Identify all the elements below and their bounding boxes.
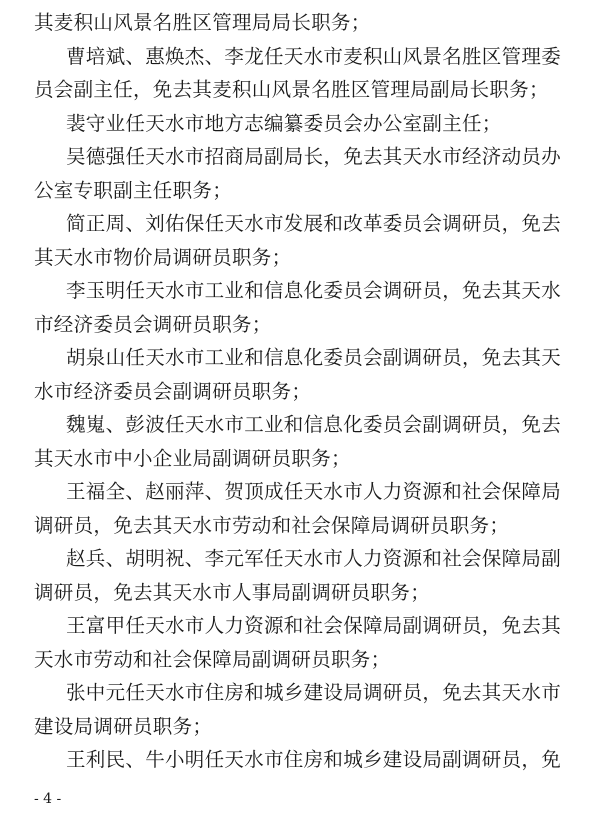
text-line: 其麦积山风景名胜区管理局局长职务； xyxy=(34,11,371,34)
text-line: 公室专职副主任职务； xyxy=(34,178,233,202)
text-line: 胡泉山任天水市工业和信息化委员会副调研员，免去其天 xyxy=(66,346,562,369)
text-line: 张中元任天水市住房和城乡建设局调研员，免去其天水市 xyxy=(66,681,562,704)
text-line: 市经济委员会调研员职务； xyxy=(34,312,272,336)
text-line: 天水市劳动和社会保障局副调研员职务； xyxy=(34,647,391,671)
page-number: - 4 - xyxy=(34,791,62,807)
text-line: 调研员，免去其天水市人事局副调研员职务； xyxy=(34,580,431,604)
text-line: 王利民、牛小明任天水市住房和城乡建设局副调研员，免 xyxy=(66,748,562,771)
text-line: 裴守业任天水市地方志编纂委员会办公室副主任； xyxy=(66,111,502,135)
text-line: 其天水市中小企业局副调研员职务； xyxy=(34,446,351,470)
text-line: 建设局调研员职务； xyxy=(34,714,213,738)
text-line: 其天水市物价局调研员职务； xyxy=(34,245,292,269)
text-line: 王福全、赵丽萍、贺顶成任天水市人力资源和社会保障局 xyxy=(66,480,562,503)
text-line: 魏嵬、彭波任天水市工业和信息化委员会副调研员，免去 xyxy=(66,413,562,436)
text-line: 员会副主任，免去其麦积山风景名胜区管理局副局长职务； xyxy=(34,78,549,101)
text-line: 调研员，免去其天水市劳动和社会保障局调研员职务； xyxy=(34,513,510,537)
text-line: 水市经济委员会副调研员职务； xyxy=(34,379,312,403)
text-line: 吴德强任天水市招商局副局长，免去其天水市经济动员办 xyxy=(66,145,562,168)
text-line: 王富甲任天水市人力资源和社会保障局副调研员，免去其 xyxy=(66,614,562,637)
text-line: 李玉明任天水市工业和信息化委员会调研员，免去其天水 xyxy=(66,279,562,302)
text-line: 曹培斌、惠焕杰、李龙任天水市麦积山风景名胜区管理委 xyxy=(66,44,562,68)
text-line: 简正周、刘佑保任天水市发展和改革委员会调研员，免去 xyxy=(66,212,562,235)
document-body xyxy=(0,6,600,777)
text-line: 赵兵、胡明祝、李元军任天水市人力资源和社会保障局副 xyxy=(66,547,562,570)
